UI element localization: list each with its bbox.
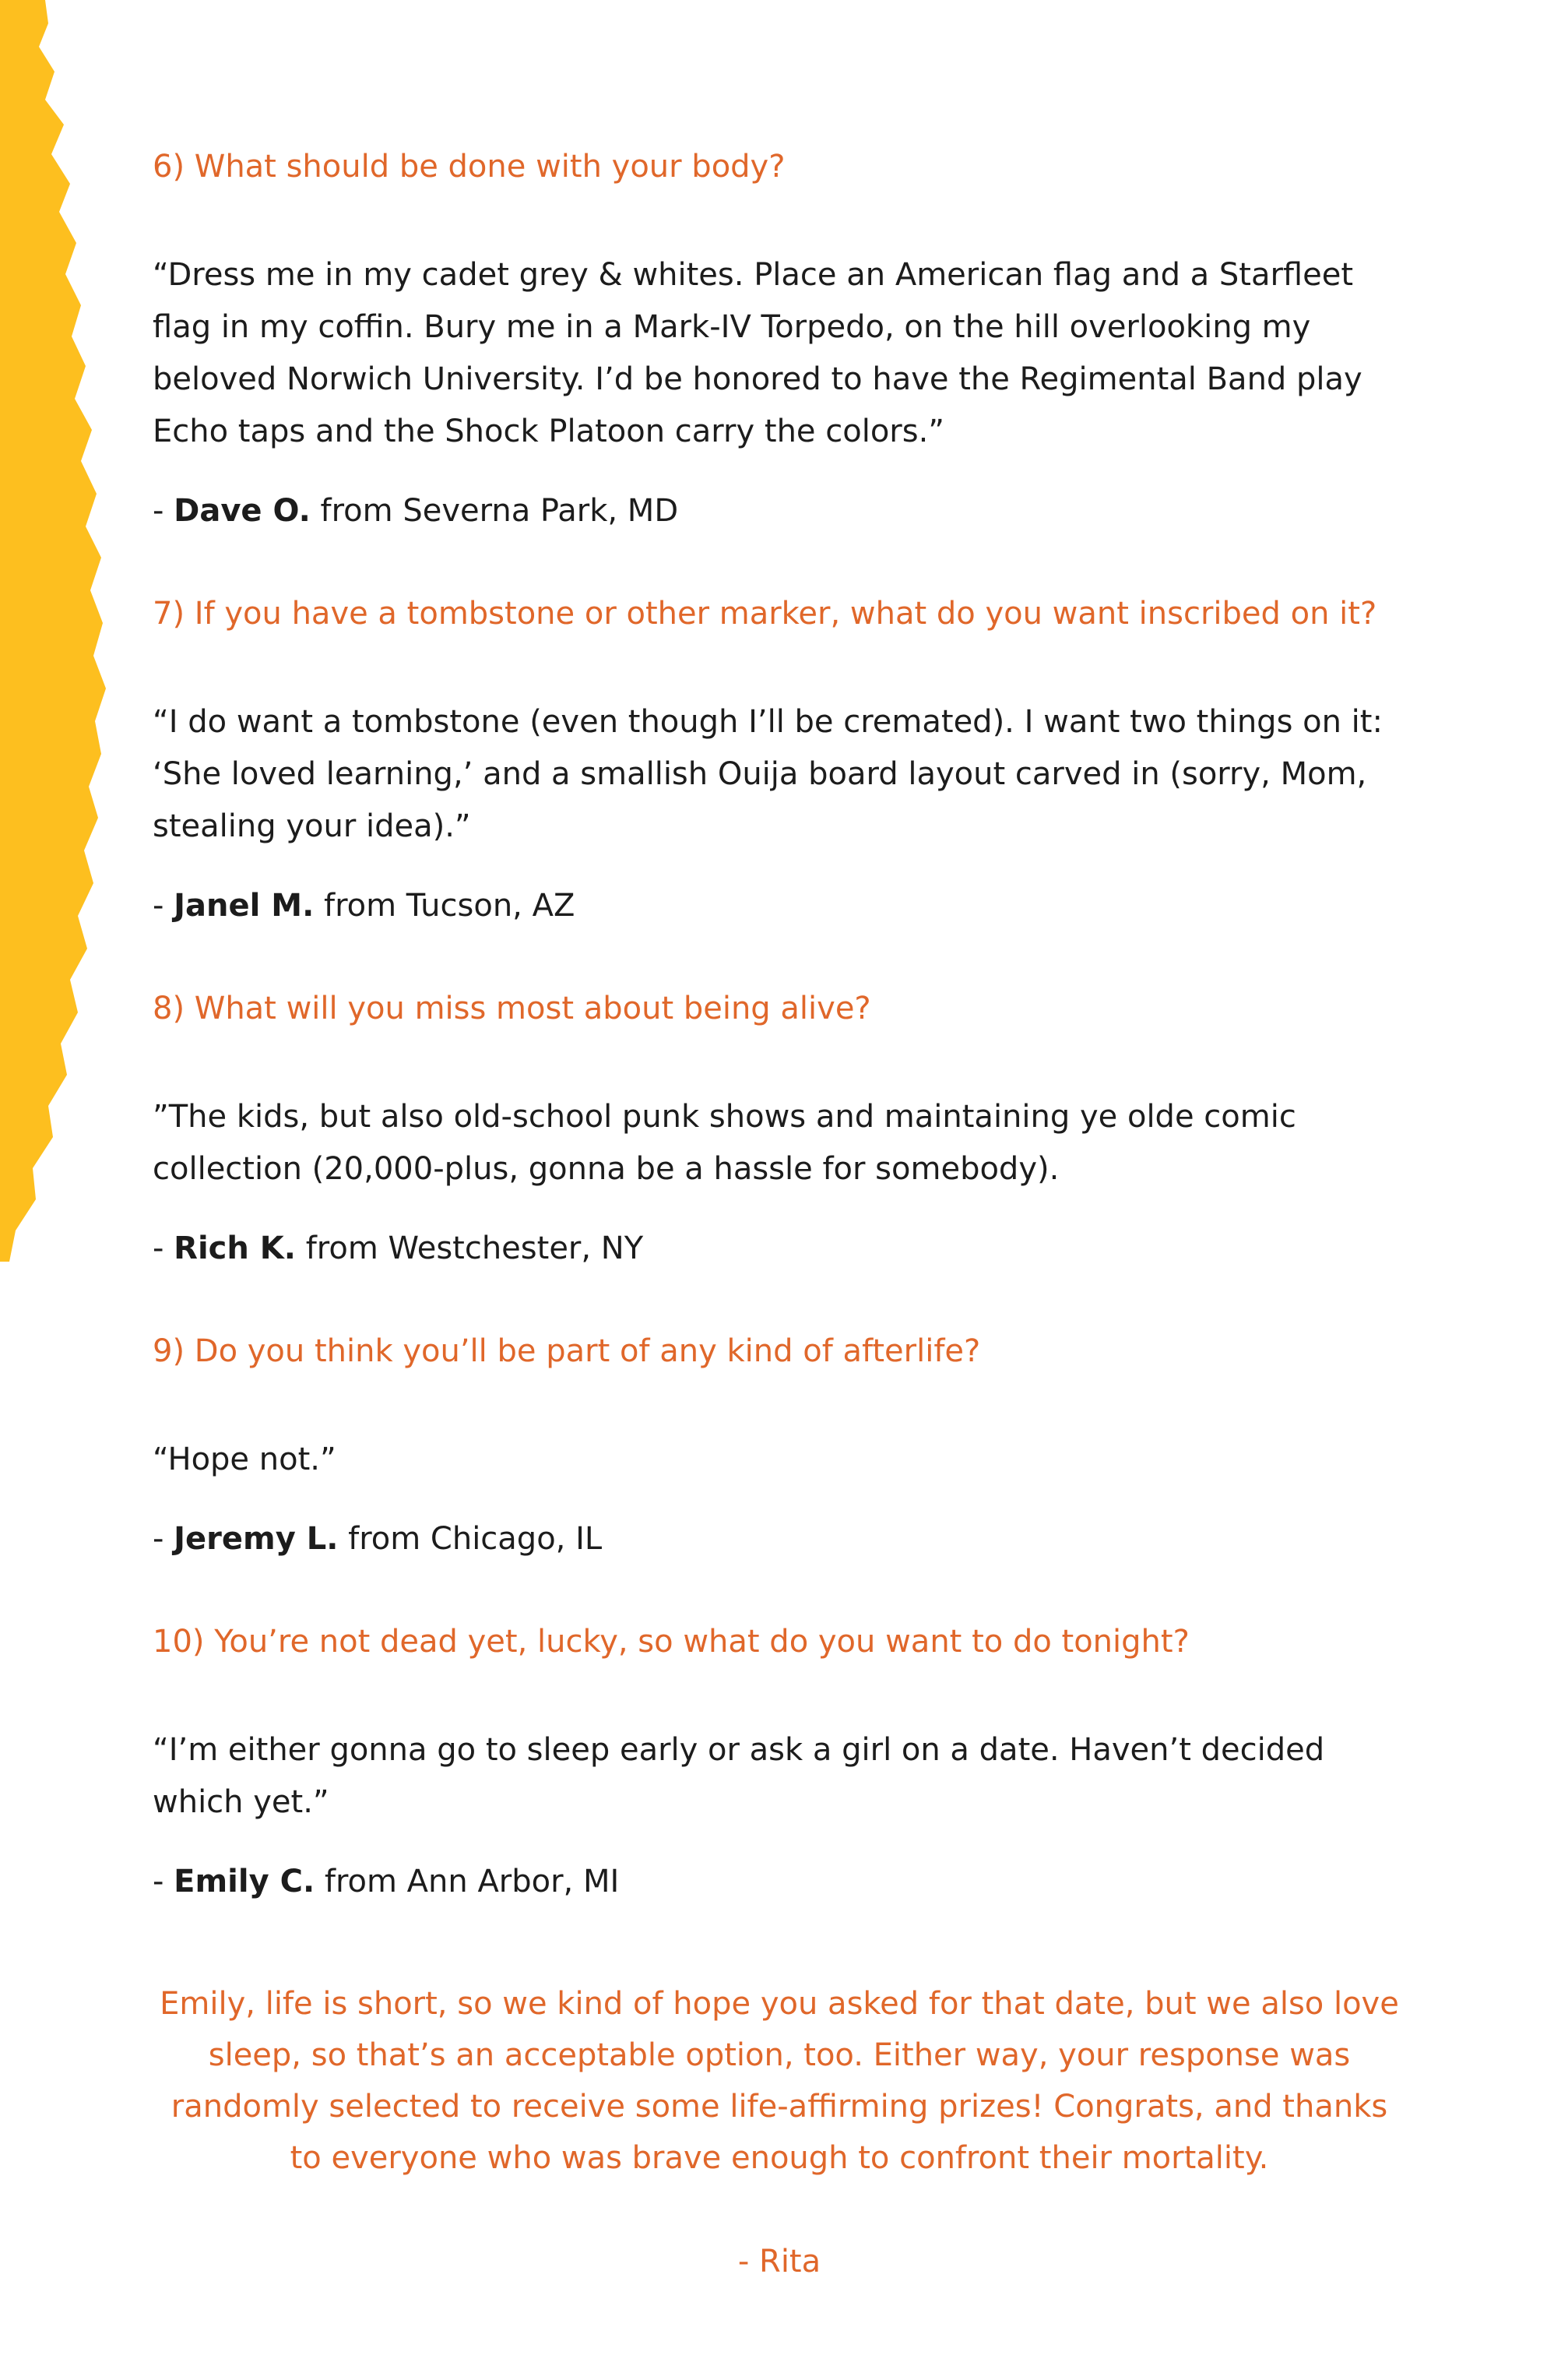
respondent-attribution bbox=[153, 885, 1406, 926]
response-block bbox=[153, 1621, 1406, 1902]
question-heading: 6) What should be done with your body? bbox=[153, 149, 786, 185]
answer-quote: “I do want a tombstone (even though I’ll be cremated). I want two things on it: ‘She loved learning,’ and a smallish Ouija board layout carved in (sorry, Mom, stealing your idea).” bbox=[153, 704, 1383, 844]
question-heading: 7) If you have a tombstone or other marker, what do you want inscribed on it? bbox=[153, 596, 1377, 632]
attribution-dash: - bbox=[153, 493, 174, 529]
attribution-dash: - bbox=[153, 1230, 174, 1266]
question-heading: 8) What will you miss most about being alive? bbox=[153, 991, 871, 1026]
respondent-attribution bbox=[153, 1519, 1406, 1559]
question-heading: 9) Do you think you’ll be part of any kind of afterlife? bbox=[153, 1333, 981, 1369]
respondent-location: from Westchester, NY bbox=[295, 1230, 644, 1266]
response-block bbox=[153, 593, 1406, 926]
answer-quote: “Hope not.” bbox=[153, 1442, 336, 1477]
attribution-dash: - bbox=[153, 888, 174, 924]
respondent-name: Emily C. bbox=[174, 1864, 315, 1899]
respondent-name: Rich K. bbox=[174, 1230, 296, 1266]
respondent-location: from Chicago, IL bbox=[338, 1521, 603, 1557]
respondent-location: from Ann Arbor, MI bbox=[315, 1864, 620, 1899]
respondent-attribution bbox=[153, 491, 1406, 531]
respondent-name: Jeremy L. bbox=[174, 1521, 339, 1557]
signoff: - Rita bbox=[737, 2244, 821, 2280]
answer-quote: “I’m either gonna go to sleep early or ask a girl on a date. Haven’t decided which yet.” bbox=[153, 1732, 1325, 1820]
attribution-dash: - bbox=[153, 1521, 174, 1557]
response-block bbox=[153, 988, 1406, 1269]
response-block bbox=[153, 1331, 1406, 1559]
respondent-location: from Severna Park, MD bbox=[310, 493, 679, 529]
respondent-attribution bbox=[153, 1861, 1406, 1902]
closing-message: Emily, life is short, so we kind of hope you asked for that date, but we also love sleep, so that’s an acceptable option, too. Either way, your response was randomly selected to receive some life-affirming prizes! Congrats, and thanks to everyone who was brave enough to confront their mortality. bbox=[160, 1986, 1399, 2176]
attribution-dash: - bbox=[153, 1864, 174, 1899]
response-block bbox=[153, 146, 1406, 531]
respondent-name: Dave O. bbox=[174, 493, 311, 529]
torn-paper-edge bbox=[0, 0, 109, 1262]
answer-quote: “Dress me in my cadet grey & whites. Place an American flag and a Starfleet flag in my coffin. Bury me in a Mark-IV Torpedo, on the hill overlooking my beloved Norwich University. I’d be honored to have the Regimental Band play Echo taps and the Shock Platoon carry the colors.” bbox=[153, 257, 1362, 449]
answer-quote: ”The kids, but also old-school punk shows and maintaining ye olde comic collection (20,000-plus, gonna be a hassle for somebody). bbox=[153, 1099, 1296, 1187]
respondent-location: from Tucson, AZ bbox=[314, 888, 575, 924]
survey-responses bbox=[153, 146, 1406, 1964]
question-heading: 10) You’re not dead yet, lucky, so what do you want to do tonight? bbox=[153, 1624, 1190, 1660]
respondent-attribution bbox=[153, 1228, 1406, 1269]
respondent-name: Janel M. bbox=[174, 888, 315, 924]
